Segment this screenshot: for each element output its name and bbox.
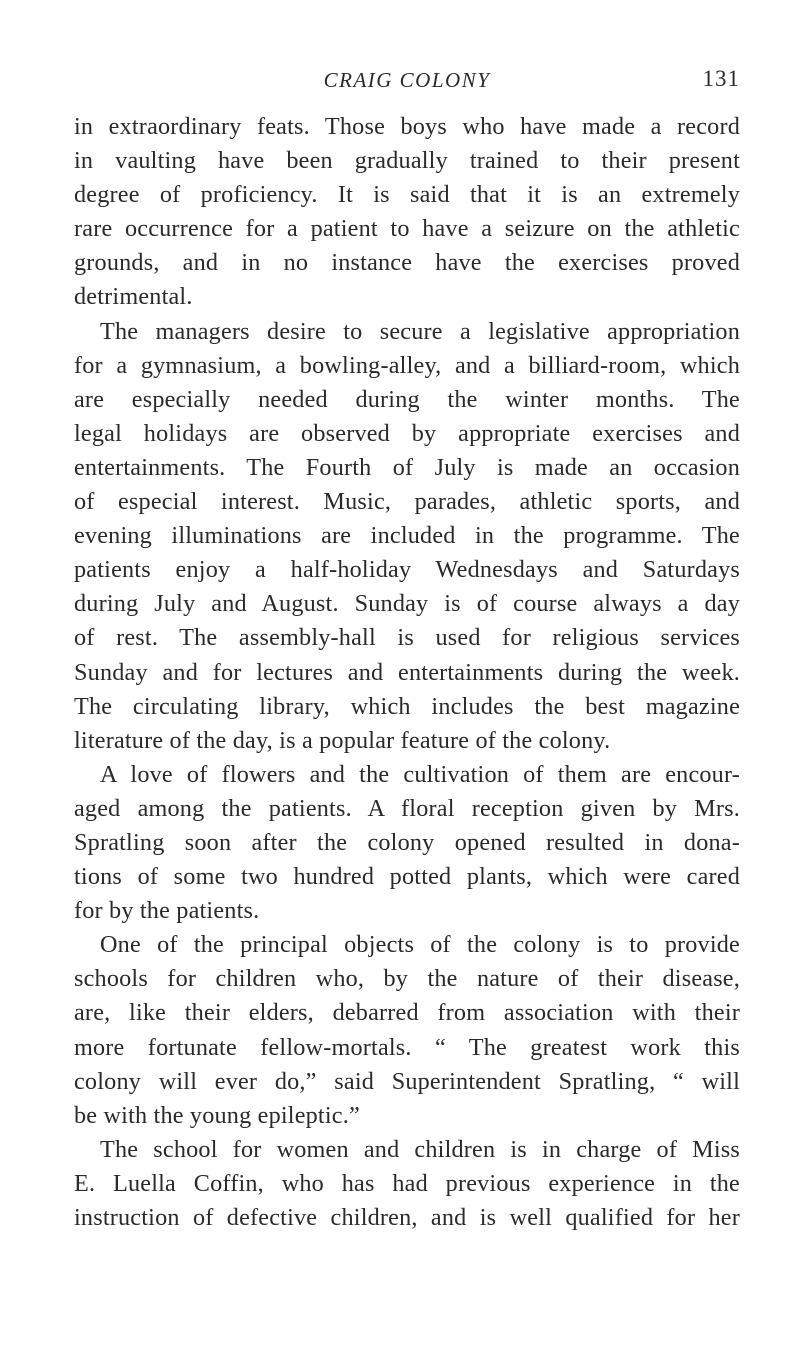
text-line: in vaulting have been gradually trained to their present [74, 147, 740, 175]
text-line: detrimental. [74, 283, 193, 311]
text-line: patients enjoy a half-holiday Wednesdays and Saturdays [74, 556, 740, 584]
text-line: are especially needed during the winter months. The [74, 385, 740, 413]
text-line: grounds, and in no instance have the exercises proved [74, 249, 740, 277]
page-header [74, 0, 740, 110]
page-number: 131 [702, 66, 740, 91]
text-line: A love of flowers and the cultivation of them are encour- [100, 760, 740, 788]
text-line: entertainments. The Fourth of July is made an occasion [74, 453, 740, 481]
book-page [74, 0, 740, 1235]
text-line: Sunday and for lectures and entertainments during the week. [74, 658, 740, 686]
text-line: degree of proficiency. It is said that it is an extremely [74, 181, 740, 209]
text-line: The circulating library, which includes the best magazine [74, 692, 740, 720]
text-line: of especial interest. Music, parades, athletic sports, and [74, 488, 740, 516]
text-line: are, like their elders, debarred from association with their [74, 999, 740, 1027]
text-line: more fortunate fellow-mortals. “ The greatest work this [74, 1033, 740, 1061]
text-line: rare occurrence for a patient to have a seizure on the athletic [74, 215, 740, 243]
text-line: schools for children who, by the nature of their disease, [74, 965, 740, 993]
text-line: be with the young epileptic.” [74, 1101, 360, 1129]
paragraph [74, 758, 740, 928]
text-line: evening illuminations are included in the programme. The [74, 522, 740, 550]
text-line: The school for women and children is in charge of Miss [100, 1135, 740, 1163]
text-line: E. Luella Coffin, who has had previous experience in the [74, 1169, 740, 1197]
body-text [74, 110, 740, 1235]
paragraph [74, 928, 740, 1133]
paragraph [74, 1133, 740, 1235]
running-title: CRAIG COLONY [323, 68, 491, 92]
text-line: Spratling soon after the colony opened resulted in dona- [74, 828, 740, 856]
text-line: aged among the patients. A floral reception given by Mrs. [74, 794, 740, 822]
text-line: One of the principal objects of the colony is to provide [100, 931, 740, 959]
text-line: for a gymnasium, a bowling-alley, and a billiard-room, which [74, 351, 740, 379]
text-line: instruction of defective children, and is well qualified for her [74, 1204, 740, 1231]
text-line: colony will ever do,” said Superintendent Spratling, “ will [74, 1067, 740, 1095]
text-line: The managers desire to secure a legislative appropriation [100, 317, 740, 345]
text-line: literature of the day, is a popular feature of the colony. [74, 726, 611, 754]
text-line: in extraordinary feats. Those boys who have made a record [74, 113, 740, 140]
text-line: for by the patients. [74, 897, 260, 925]
text-line: legal holidays are observed by appropriate exercises and [74, 419, 740, 447]
text-line: tions of some two hundred potted plants, which were cared [74, 863, 740, 891]
paragraph [74, 315, 740, 758]
paragraph [74, 110, 740, 315]
text-line: during July and August. Sunday is of course always a day [74, 590, 740, 618]
text-line: of rest. The assembly-hall is used for religious services [74, 624, 740, 652]
